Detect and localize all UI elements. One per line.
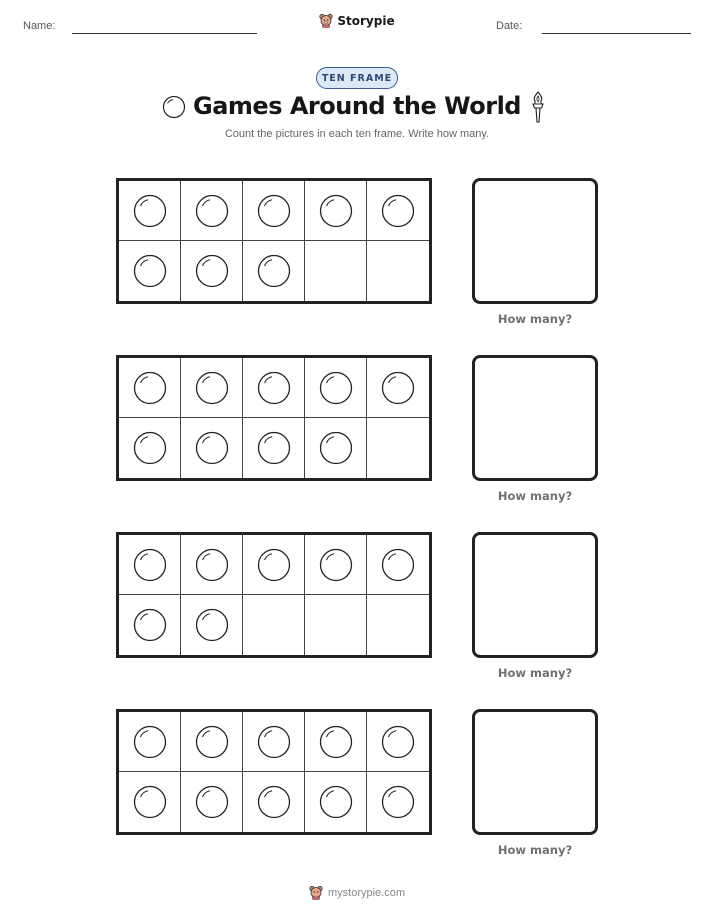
ten-frame-cell (119, 181, 181, 241)
ten-frame-cell (243, 418, 305, 478)
ball-icon (133, 608, 167, 642)
ball-icon (133, 785, 167, 819)
bear-mascot-icon (309, 885, 323, 900)
ten-frame-cell (119, 418, 181, 478)
ball-icon (195, 785, 229, 819)
ten-frame-cell (181, 535, 243, 595)
ten-frame-cell (119, 712, 181, 772)
ten-frame-cell (305, 595, 367, 655)
footer-url: mystorypie.com (327, 886, 406, 899)
how-many-label-3: How many? (497, 666, 573, 680)
worksheet-type-badge: TEN FRAME (316, 67, 398, 89)
ball-icon (133, 254, 167, 288)
page-title: Games Around the World (193, 92, 521, 120)
ten-frame-cell (305, 418, 367, 478)
ten-frame-1 (116, 178, 432, 304)
ten-frame-cell (243, 535, 305, 595)
ten-frame-cell (305, 358, 367, 418)
ball-icon (195, 608, 229, 642)
ball-icon (195, 548, 229, 582)
ball-icon (133, 371, 167, 405)
ten-frame-cell (119, 595, 181, 655)
ten-frame-cell (243, 181, 305, 241)
ball-icon (257, 194, 291, 228)
ten-frame-cell (243, 772, 305, 832)
ball-icon (319, 431, 353, 465)
how-many-label-2: How many? (497, 489, 573, 503)
how-many-label-4: How many? (497, 843, 573, 857)
ten-frame-cell (305, 772, 367, 832)
ten-frame-cell (305, 241, 367, 301)
footer (0, 885, 714, 900)
date-label: Date: (496, 20, 523, 32)
ten-frame-cell (243, 241, 305, 301)
ball-icon (319, 194, 353, 228)
answer-box-1[interactable] (472, 178, 598, 304)
ball-icon (195, 431, 229, 465)
date-line[interactable] (542, 33, 691, 34)
bear-mascot-icon (319, 13, 333, 28)
ten-frame-cell (181, 358, 243, 418)
ten-frame-cell (367, 535, 429, 595)
ten-frame-cell (119, 241, 181, 301)
ten-frame-cell (367, 418, 429, 478)
ten-frame-cell (181, 241, 243, 301)
ball-icon (381, 371, 415, 405)
ball-icon (319, 371, 353, 405)
name-label: Name: (23, 20, 56, 32)
ball-icon (381, 725, 415, 759)
ball-icon (319, 548, 353, 582)
name-line[interactable] (72, 33, 257, 34)
ball-icon (257, 431, 291, 465)
torch-icon (528, 90, 548, 124)
ball-icon (381, 194, 415, 228)
ten-frame-cell (305, 181, 367, 241)
ball-icon (257, 548, 291, 582)
ten-frame-cell (181, 772, 243, 832)
ball-icon (195, 254, 229, 288)
ten-frame-cell (243, 595, 305, 655)
ball-icon (319, 785, 353, 819)
ball-icon (133, 194, 167, 228)
ball-icon (133, 431, 167, 465)
ball-icon (319, 725, 353, 759)
ten-frame-cell (181, 181, 243, 241)
ten-frame-cell (181, 418, 243, 478)
ten-frame-3 (116, 532, 432, 658)
ten-frame-cell (243, 712, 305, 772)
ball-icon (257, 725, 291, 759)
answer-box-3[interactable] (472, 532, 598, 658)
ball-icon (257, 254, 291, 288)
ball-icon (195, 725, 229, 759)
ten-frame-cell (119, 535, 181, 595)
answer-box-2[interactable] (472, 355, 598, 481)
ten-frame-cell (305, 535, 367, 595)
ball-icon (257, 371, 291, 405)
ball-icon (133, 548, 167, 582)
ten-frame-cell (367, 712, 429, 772)
ten-frame-cell (181, 712, 243, 772)
ball-icon (133, 725, 167, 759)
ten-frame-cell (367, 181, 429, 241)
ten-frame-2 (116, 355, 432, 481)
ten-frame-cell (119, 772, 181, 832)
ten-frame-cell (367, 358, 429, 418)
instructions: Count the pictures in each ten frame. Write how many. (224, 128, 490, 140)
ten-frame-cell (119, 358, 181, 418)
ten-frame-cell (243, 358, 305, 418)
ten-frame-cell (305, 712, 367, 772)
ten-frame-cell (181, 595, 243, 655)
how-many-label-1: How many? (497, 312, 573, 326)
ball-icon (195, 371, 229, 405)
ten-frame-4 (116, 709, 432, 835)
ball-icon (195, 194, 229, 228)
ball-icon (257, 785, 291, 819)
answer-box-4[interactable] (472, 709, 598, 835)
ten-frame-cell (367, 772, 429, 832)
ten-frame-cell (367, 241, 429, 301)
ball-icon (381, 785, 415, 819)
brand-name: Storypie (337, 13, 395, 28)
ball-icon (381, 548, 415, 582)
brand-logo (0, 13, 714, 28)
ten-frame-cell (367, 595, 429, 655)
